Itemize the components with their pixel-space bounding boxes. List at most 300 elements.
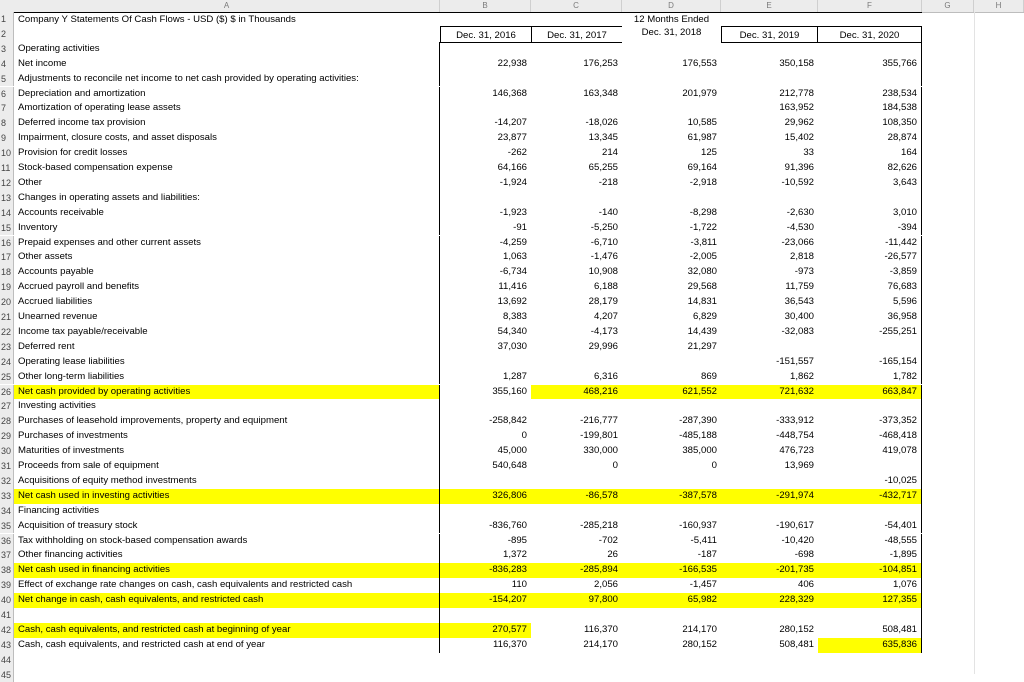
value-cell[interactable]: -5,411: [690, 534, 717, 546]
value-cell[interactable]: -291,974: [721, 489, 818, 504]
row-label-cell[interactable]: Impairment, closure costs, and asset disposals: [14, 131, 440, 146]
value-cell[interactable]: 0: [612, 460, 618, 471]
row-header[interactable]: 24: [0, 355, 14, 370]
value-cell[interactable]: 163,348: [583, 87, 618, 99]
value-cell[interactable]: 30,400: [784, 311, 814, 322]
value-cell[interactable]: [721, 399, 818, 414]
row-header[interactable]: 2: [0, 27, 14, 42]
value-cell[interactable]: [721, 474, 818, 489]
value-cell[interactable]: -2,630: [786, 206, 814, 218]
value-cell[interactable]: 508,481: [779, 638, 814, 650]
value-cell[interactable]: [721, 42, 818, 57]
value-cell[interactable]: 14,831: [687, 296, 717, 308]
row-header[interactable]: 14: [0, 206, 14, 221]
value-cell[interactable]: 6,188: [593, 281, 618, 293]
value-cell[interactable]: -285,218: [580, 519, 618, 531]
value-cell[interactable]: 3,643: [818, 176, 922, 191]
row-label-cell[interactable]: Financing activities: [14, 504, 440, 519]
row-label-cell[interactable]: Deferred income tax provision: [14, 116, 440, 131]
value-cell[interactable]: 350,158: [779, 57, 814, 69]
row-header[interactable]: 11: [0, 161, 14, 176]
value-cell[interactable]: -3,859: [818, 265, 922, 280]
value-cell[interactable]: 238,534: [818, 87, 922, 102]
value-cell[interactable]: [531, 355, 622, 370]
value-cell[interactable]: 23,877: [497, 132, 527, 144]
date-header-2020[interactable]: Dec. 31, 2020: [818, 26, 922, 43]
row-label-cell[interactable]: Net income: [14, 57, 440, 72]
value-cell[interactable]: -10,592: [781, 176, 814, 188]
value-cell[interactable]: -11,442: [818, 236, 922, 251]
row-header[interactable]: 31: [0, 459, 14, 474]
value-cell[interactable]: -187: [697, 549, 717, 561]
row-header[interactable]: 29: [0, 429, 14, 444]
row-header[interactable]: 36: [0, 534, 14, 549]
value-cell[interactable]: -218: [598, 176, 618, 188]
value-cell[interactable]: 635,836: [818, 638, 922, 653]
value-cell[interactable]: [531, 474, 622, 489]
value-cell[interactable]: [721, 340, 818, 355]
value-cell[interactable]: 26: [607, 549, 618, 561]
row-label-cell[interactable]: Provision for credit losses: [14, 146, 440, 161]
value-cell[interactable]: 212,778: [779, 87, 814, 99]
value-cell[interactable]: 201,979: [682, 87, 717, 99]
row-label-cell[interactable]: Cash, cash equivalents, and restricted cash at end of year: [14, 638, 440, 653]
date-header-2019[interactable]: Dec. 31, 2019: [721, 26, 818, 43]
value-cell[interactable]: 163,952: [779, 102, 814, 114]
value-cell[interactable]: -4,259: [499, 236, 527, 248]
value-cell[interactable]: 419,078: [818, 444, 922, 459]
value-cell[interactable]: [440, 42, 531, 57]
value-cell[interactable]: [818, 399, 922, 414]
row-header[interactable]: 23: [0, 340, 14, 355]
value-cell[interactable]: 214,170: [583, 638, 618, 650]
value-cell[interactable]: 385,000: [682, 445, 717, 457]
value-cell[interactable]: 108,350: [818, 116, 922, 131]
value-cell[interactable]: -1,722: [689, 221, 717, 233]
row-header[interactable]: 27: [0, 399, 14, 414]
value-cell[interactable]: -104,851: [818, 563, 922, 578]
value-cell[interactable]: 28,874: [818, 131, 922, 146]
value-cell[interactable]: [622, 504, 721, 519]
value-cell[interactable]: 663,847: [818, 385, 922, 400]
row-header[interactable]: 17: [0, 250, 14, 265]
row-header[interactable]: 4: [0, 57, 14, 72]
value-cell[interactable]: [440, 72, 531, 87]
value-cell[interactable]: -287,390: [679, 415, 717, 427]
row-label-cell[interactable]: Accounts receivable: [14, 206, 440, 221]
value-cell[interactable]: [622, 399, 721, 414]
row-header[interactable]: 18: [0, 265, 14, 280]
value-cell[interactable]: -151,557: [776, 355, 814, 367]
row-label-cell[interactable]: Net cash used in financing activities: [14, 563, 440, 578]
row-label-cell[interactable]: Net change in cash, cash equivalents, and restricted cash: [14, 593, 440, 608]
value-cell[interactable]: 64,166: [497, 162, 527, 173]
value-cell[interactable]: -485,188: [679, 430, 717, 442]
value-cell[interactable]: 146,368: [492, 87, 527, 99]
value-cell[interactable]: 1,372: [502, 549, 527, 561]
value-cell[interactable]: -10,420: [781, 534, 814, 546]
value-cell[interactable]: -2,918: [689, 176, 717, 188]
value-cell[interactable]: [818, 340, 922, 355]
value-cell[interactable]: -26,577: [818, 250, 922, 265]
value-cell[interactable]: 13,692: [497, 296, 527, 308]
value-cell[interactable]: 184,538: [818, 101, 922, 116]
value-cell[interactable]: 65,255: [588, 162, 618, 173]
row-label-cell[interactable]: Unearned revenue: [14, 310, 440, 325]
value-cell[interactable]: 0: [521, 430, 527, 442]
value-cell[interactable]: [440, 191, 531, 206]
row-header[interactable]: 16: [0, 236, 14, 251]
value-cell[interactable]: -1,476: [590, 251, 618, 263]
value-cell[interactable]: [721, 608, 818, 623]
value-cell[interactable]: -2,005: [689, 251, 717, 263]
value-cell[interactable]: [721, 72, 818, 87]
period-header[interactable]: 12 Months Ended: [633, 14, 710, 25]
value-cell[interactable]: 10,908: [588, 266, 618, 278]
value-cell[interactable]: 4,207: [593, 311, 618, 322]
column-header-d[interactable]: D: [622, 0, 721, 12]
value-cell[interactable]: [818, 72, 922, 87]
value-cell[interactable]: -255,251: [818, 325, 922, 340]
value-cell[interactable]: -1,457: [689, 579, 717, 591]
value-cell[interactable]: 91,396: [784, 162, 814, 173]
value-cell[interactable]: -262: [507, 147, 527, 159]
value-cell[interactable]: [622, 355, 721, 370]
value-cell[interactable]: 10,585: [687, 117, 717, 129]
row-label-cell[interactable]: Other financing activities: [14, 548, 440, 563]
row-label-cell[interactable]: Operating lease liabilities: [14, 355, 440, 370]
value-cell[interactable]: 5,596: [818, 295, 922, 310]
row-label-cell[interactable]: Other assets: [14, 250, 440, 265]
row-header[interactable]: 8: [0, 116, 14, 131]
value-cell[interactable]: -973: [794, 266, 814, 278]
value-cell[interactable]: [622, 42, 721, 57]
row-label-cell[interactable]: Tax withholding on stock-based compensation awards: [14, 534, 440, 549]
value-cell[interactable]: 33: [803, 147, 814, 159]
row-header[interactable]: 25: [0, 370, 14, 385]
row-header[interactable]: 12: [0, 176, 14, 191]
value-cell[interactable]: -387,578: [622, 489, 721, 504]
value-cell[interactable]: 508,481: [818, 623, 922, 638]
row-header[interactable]: 45: [0, 668, 14, 682]
row-header[interactable]: 7: [0, 101, 14, 116]
value-cell[interactable]: [531, 42, 622, 57]
value-cell[interactable]: 29,996: [588, 340, 618, 352]
value-cell[interactable]: -8,298: [689, 206, 717, 218]
value-cell[interactable]: 176,253: [583, 57, 618, 69]
value-cell[interactable]: 21,297: [687, 340, 717, 352]
value-cell[interactable]: [818, 459, 922, 474]
value-cell[interactable]: -1,924: [499, 176, 527, 188]
row-header[interactable]: 21: [0, 310, 14, 325]
value-cell[interactable]: 82,626: [818, 161, 922, 176]
row-label-cell[interactable]: Accounts payable: [14, 265, 440, 280]
value-cell[interactable]: 355,160: [492, 385, 527, 397]
value-cell[interactable]: 2,056: [593, 579, 618, 591]
value-cell[interactable]: [440, 608, 531, 623]
row-label-cell[interactable]: Amortization of operating lease assets: [14, 101, 440, 116]
value-cell[interactable]: -1,923: [499, 206, 527, 218]
row-header[interactable]: 40: [0, 593, 14, 608]
row-label-cell[interactable]: Other: [14, 176, 440, 191]
value-cell[interactable]: -86,578: [531, 489, 622, 504]
row-label-cell[interactable]: Acquisition of treasury stock: [14, 519, 440, 534]
column-header-f[interactable]: F: [818, 0, 922, 12]
row-header[interactable]: 20: [0, 295, 14, 310]
value-cell[interactable]: 869: [700, 370, 717, 382]
value-cell[interactable]: 54,340: [497, 325, 527, 337]
value-cell[interactable]: 127,355: [818, 593, 922, 608]
value-cell[interactable]: 270,577: [440, 623, 531, 638]
sheet-title[interactable]: Company Y Statements Of Cash Flows - USD ($) $ in Thousands: [18, 14, 296, 25]
value-cell[interactable]: 1,287: [502, 370, 527, 382]
value-cell[interactable]: [440, 101, 531, 116]
column-header-c[interactable]: C: [531, 0, 622, 12]
row-label-cell[interactable]: Other long-term liabilities: [14, 370, 440, 385]
value-cell[interactable]: 22,938: [497, 57, 527, 69]
row-header[interactable]: 28: [0, 414, 14, 429]
value-cell[interactable]: 65,982: [622, 593, 721, 608]
row-label-cell[interactable]: Changes in operating assets and liabilities:: [14, 191, 440, 206]
value-cell[interactable]: -6,710: [590, 236, 618, 248]
column-header-e[interactable]: E: [721, 0, 818, 12]
value-cell[interactable]: [531, 399, 622, 414]
row-header[interactable]: 39: [0, 578, 14, 593]
value-cell[interactable]: 116,370: [493, 638, 527, 650]
row-header[interactable]: 26: [0, 385, 14, 400]
row-header[interactable]: 32: [0, 474, 14, 489]
row-header[interactable]: 43: [0, 638, 14, 653]
value-cell[interactable]: -702: [598, 534, 618, 546]
value-cell[interactable]: -18,026: [585, 117, 618, 129]
value-cell[interactable]: -91: [513, 221, 527, 233]
value-cell[interactable]: 355,766: [818, 57, 922, 72]
value-cell[interactable]: 280,152: [779, 623, 814, 635]
row-header[interactable]: 9: [0, 131, 14, 146]
value-cell[interactable]: -1,895: [818, 548, 922, 563]
value-cell[interactable]: -895: [507, 534, 527, 546]
value-cell[interactable]: [440, 474, 531, 489]
value-cell[interactable]: 110: [511, 579, 527, 591]
row-label-cell[interactable]: Adjustments to reconcile net income to net cash provided by operating activities:: [14, 72, 440, 87]
row-label-cell[interactable]: Maturities of investments: [14, 444, 440, 459]
value-cell[interactable]: -394: [818, 221, 922, 236]
row-header[interactable]: 38: [0, 563, 14, 578]
value-cell[interactable]: 540,648: [492, 460, 527, 471]
row-header[interactable]: 34: [0, 504, 14, 519]
value-cell[interactable]: -448,754: [776, 430, 814, 442]
row-label-cell[interactable]: Cash, cash equivalents, and restricted cash at beginning of year: [14, 623, 440, 638]
row-header[interactable]: 1: [0, 12, 14, 27]
value-cell[interactable]: -154,207: [440, 593, 531, 608]
value-cell[interactable]: -836,283: [440, 563, 531, 578]
value-cell[interactable]: 406: [797, 579, 814, 591]
value-cell[interactable]: -216,777: [580, 415, 618, 427]
row-label-cell[interactable]: Accrued payroll and benefits: [14, 280, 440, 295]
value-cell[interactable]: [531, 101, 622, 116]
column-header-h[interactable]: H: [974, 0, 1024, 12]
value-cell[interactable]: -258,842: [489, 415, 527, 427]
value-cell[interactable]: -10,025: [818, 474, 922, 489]
row-header[interactable]: 30: [0, 444, 14, 459]
row-label-cell[interactable]: Income tax payable/receivable: [14, 325, 440, 340]
row-header[interactable]: 41: [0, 608, 14, 623]
value-cell[interactable]: [818, 191, 922, 206]
value-cell[interactable]: -166,535: [622, 563, 721, 578]
value-cell[interactable]: [721, 504, 818, 519]
row-label-cell[interactable]: Proceeds from sale of equipment: [14, 459, 440, 474]
value-cell[interactable]: -373,352: [818, 414, 922, 429]
date-header-2018[interactable]: Dec. 31, 2018: [641, 27, 702, 38]
value-cell[interactable]: -201,735: [721, 563, 818, 578]
date-header-2016[interactable]: Dec. 31, 2016: [440, 26, 531, 43]
value-cell[interactable]: 29,962: [784, 117, 814, 129]
value-cell[interactable]: 721,632: [721, 385, 818, 400]
row-label-cell[interactable]: Purchases of leasehold improvements, property and equipment: [14, 414, 440, 429]
value-cell[interactable]: [622, 608, 721, 623]
value-cell[interactable]: 1,782: [818, 370, 922, 385]
row-header[interactable]: 15: [0, 221, 14, 236]
value-cell[interactable]: [721, 191, 818, 206]
value-cell[interactable]: 37,030: [497, 340, 527, 352]
value-cell[interactable]: 76,683: [818, 280, 922, 295]
value-cell[interactable]: -5,250: [590, 221, 618, 233]
row-header[interactable]: 44: [0, 653, 14, 668]
value-cell[interactable]: 164: [818, 146, 922, 161]
row-header[interactable]: 33: [0, 489, 14, 504]
row-label-cell[interactable]: Net cash used in investing activities: [14, 489, 440, 504]
value-cell[interactable]: [531, 504, 622, 519]
value-cell[interactable]: 11,759: [785, 281, 814, 293]
value-cell[interactable]: 13,345: [588, 132, 618, 144]
row-label-cell[interactable]: Inventory: [14, 221, 440, 236]
row-label-cell[interactable]: Operating activities: [14, 42, 440, 57]
value-cell[interactable]: 468,216: [531, 385, 622, 400]
row-label-cell[interactable]: Depreciation and amortization: [14, 87, 440, 102]
row-header[interactable]: 13: [0, 191, 14, 206]
value-cell[interactable]: 280,152: [682, 638, 717, 650]
value-cell[interactable]: -4,173: [590, 325, 618, 337]
value-cell[interactable]: 326,806: [440, 489, 531, 504]
value-cell[interactable]: 61,987: [687, 132, 717, 144]
column-header-b[interactable]: B: [440, 0, 531, 12]
value-cell[interactable]: 0: [711, 460, 717, 471]
value-cell[interactable]: -468,418: [818, 429, 922, 444]
value-cell[interactable]: 2,818: [789, 251, 814, 263]
row-label-cell[interactable]: Prepaid expenses and other current assets: [14, 236, 440, 251]
value-cell[interactable]: [531, 72, 622, 87]
column-header-g[interactable]: G: [922, 0, 974, 12]
value-cell[interactable]: 11,416: [498, 281, 527, 293]
row-header[interactable]: 3: [0, 42, 14, 57]
row-header[interactable]: 35: [0, 519, 14, 534]
row-label-cell[interactable]: Net cash provided by operating activities: [14, 385, 440, 400]
value-cell[interactable]: -54,401: [818, 519, 922, 534]
value-cell[interactable]: 6,316: [593, 370, 618, 382]
row-header[interactable]: 19: [0, 280, 14, 295]
value-cell[interactable]: [622, 101, 721, 116]
value-cell[interactable]: -698: [794, 549, 814, 561]
row-label-cell[interactable]: Acquisitions of equity method investments: [14, 474, 440, 489]
value-cell[interactable]: [818, 42, 922, 57]
row-header[interactable]: 5: [0, 72, 14, 87]
value-cell[interactable]: -190,617: [776, 519, 814, 531]
row-label-cell[interactable]: Deferred rent: [14, 340, 440, 355]
value-cell[interactable]: [818, 608, 922, 623]
value-cell[interactable]: -333,912: [776, 415, 814, 427]
row-header[interactable]: 37: [0, 548, 14, 563]
value-cell[interactable]: [622, 72, 721, 87]
row-header[interactable]: 22: [0, 325, 14, 340]
value-cell[interactable]: 29,568: [687, 281, 717, 293]
value-cell[interactable]: 15,402: [784, 132, 814, 144]
value-cell[interactable]: [440, 355, 531, 370]
row-header[interactable]: 10: [0, 146, 14, 161]
row-header[interactable]: 42: [0, 623, 14, 638]
value-cell[interactable]: 176,553: [682, 57, 717, 69]
value-cell[interactable]: 125: [700, 147, 717, 159]
value-cell[interactable]: [531, 191, 622, 206]
value-cell[interactable]: 1,063: [502, 251, 527, 263]
row-label-cell[interactable]: Stock-based compensation expense: [14, 161, 440, 176]
value-cell[interactable]: -6,734: [499, 266, 527, 278]
value-cell[interactable]: 214,170: [682, 623, 717, 635]
value-cell[interactable]: [818, 504, 922, 519]
value-cell[interactable]: -140: [598, 206, 618, 218]
value-cell[interactable]: -48,555: [818, 534, 922, 549]
value-cell[interactable]: -4,530: [786, 221, 814, 233]
value-cell[interactable]: 228,329: [721, 593, 818, 608]
value-cell[interactable]: 8,383: [502, 311, 527, 322]
value-cell[interactable]: 13,969: [784, 460, 814, 471]
row-header[interactable]: 6: [0, 87, 14, 102]
value-cell[interactable]: 476,723: [779, 445, 814, 457]
value-cell[interactable]: 1,862: [789, 370, 814, 382]
value-cell[interactable]: -836,760: [489, 519, 527, 531]
value-cell[interactable]: 3,010: [818, 206, 922, 221]
value-cell[interactable]: 36,543: [784, 296, 814, 308]
value-cell[interactable]: -285,894: [531, 563, 622, 578]
value-cell[interactable]: 14,439: [687, 325, 717, 337]
value-cell[interactable]: -165,154: [818, 355, 922, 370]
value-cell[interactable]: 1,076: [818, 578, 922, 593]
value-cell[interactable]: 36,958: [818, 310, 922, 325]
value-cell[interactable]: [440, 504, 531, 519]
value-cell[interactable]: -432,717: [818, 489, 922, 504]
value-cell[interactable]: 45,000: [497, 445, 527, 457]
value-cell[interactable]: -23,066: [781, 236, 814, 248]
value-cell[interactable]: [440, 399, 531, 414]
row-label-cell[interactable]: Effect of exchange rate changes on cash, cash equivalents and restricted cash: [14, 578, 440, 593]
value-cell[interactable]: -160,937: [679, 519, 717, 531]
row-label-cell[interactable]: Purchases of investments: [14, 429, 440, 444]
value-cell[interactable]: [622, 474, 721, 489]
value-cell[interactable]: -3,811: [690, 236, 717, 248]
value-cell[interactable]: 28,179: [588, 296, 618, 308]
row-label-cell[interactable]: Investing activities: [14, 399, 440, 414]
value-cell[interactable]: 214: [601, 147, 618, 159]
date-header-2017[interactable]: Dec. 31, 2017: [531, 26, 622, 43]
value-cell[interactable]: [622, 191, 721, 206]
value-cell[interactable]: [531, 608, 622, 623]
value-cell[interactable]: -199,801: [580, 430, 618, 442]
value-cell[interactable]: 330,000: [583, 445, 618, 457]
value-cell[interactable]: 6,829: [692, 311, 717, 322]
value-cell[interactable]: 97,800: [531, 593, 622, 608]
value-cell[interactable]: -32,083: [781, 325, 814, 337]
value-cell[interactable]: 32,080: [687, 266, 717, 278]
row-label-cell[interactable]: [14, 608, 440, 623]
